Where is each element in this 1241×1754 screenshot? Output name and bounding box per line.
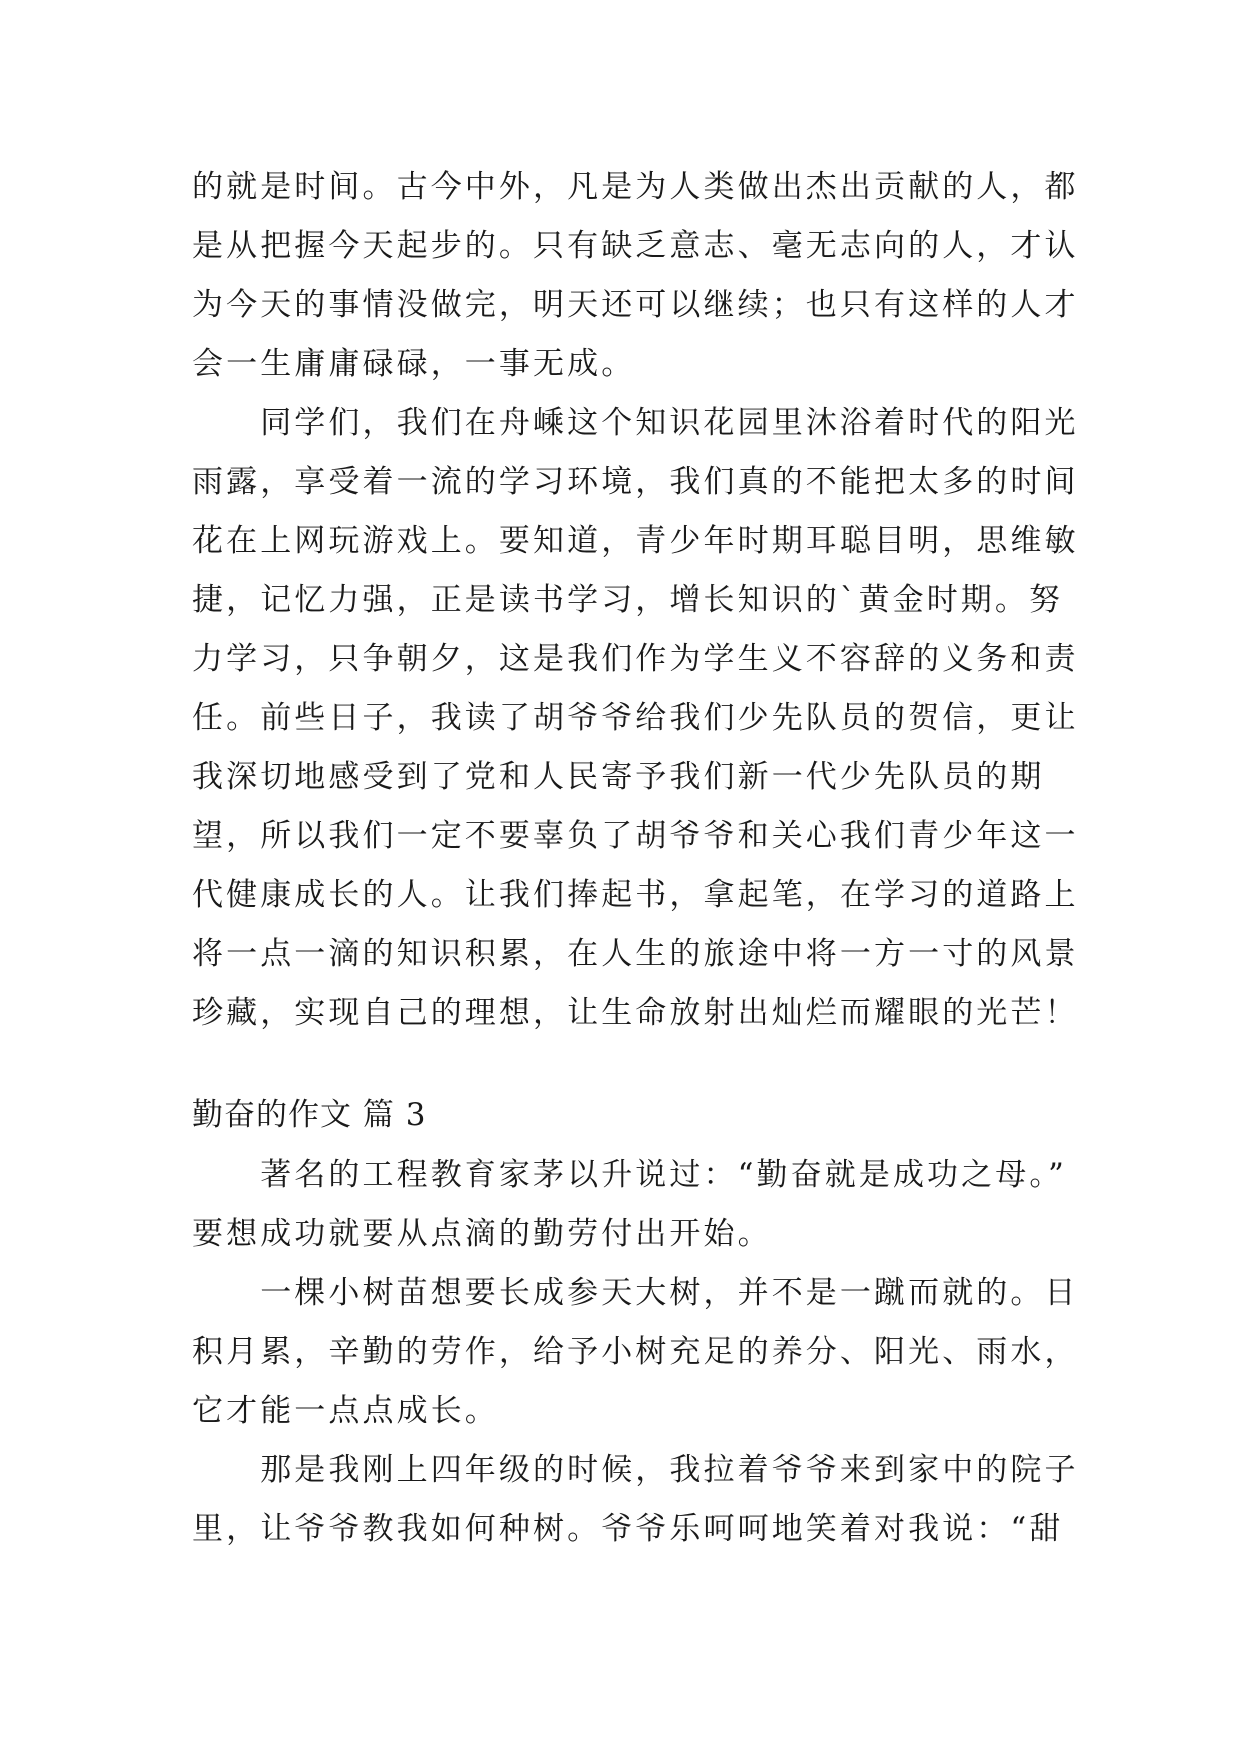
text-line: 我深切地感受到了党和人民寄予我们新一代少先队员的期 — [192, 759, 1045, 795]
text-line: 将一点一滴的知识积累，在人生的旅途中将一方一寸的风景 — [192, 936, 1079, 972]
section-heading: 勤奋的作文 篇 3 — [192, 1097, 427, 1133]
text-line: 花在上网玩游戏上。要知道，青少年时期耳聪目明，思维敏 — [192, 523, 1079, 559]
text-line: 望，所以我们一定不要辜负了胡爷爷和关心我们青少年这一 — [192, 818, 1079, 854]
text-line: 它才能一点点成长。 — [192, 1393, 499, 1429]
text-line: 会一生庸庸碌碌，一事无成。 — [192, 346, 636, 382]
text-line: 同学们，我们在舟嵊这个知识花园里沐浴着时代的阳光 — [192, 405, 1079, 441]
text-line: 积月累，辛勤的劳作，给予小树充足的养分、阳光、雨水， — [192, 1334, 1079, 1370]
text-line: 代健康成长的人。让我们捧起书，拿起笔，在学习的道路上 — [192, 877, 1079, 913]
text-line: 雨露，享受着一流的学习环境，我们真的不能把太多的时间 — [192, 464, 1079, 500]
text-line: 力学习，只争朝夕，这是我们作为学生义不容辞的义务和责 — [192, 641, 1079, 677]
text-line: 要想成功就要从点滴的勤劳付出开始。 — [192, 1216, 772, 1252]
text-line: 一棵小树苗想要长成参天大树，并不是一蹴而就的。日 — [192, 1275, 1079, 1311]
text-line: 那是我刚上四年级的时候，我拉着爷爷来到家中的院子 — [192, 1452, 1079, 1488]
text-line: 里，让爷爷教我如何种树。爷爷乐呵呵地笑着对我说：“甜 — [192, 1511, 1064, 1547]
text-line: 捷，记忆力强，正是读书学习，增长知识的`黄金时期。努 — [192, 582, 1064, 618]
text-line: 是从把握今天起步的。只有缺乏意志、毫无志向的人，才认 — [192, 228, 1079, 264]
text-line: 珍藏，实现自己的理想，让生命放射出灿烂而耀眼的光芒！ — [192, 995, 1079, 1031]
text-line: 任。前些日子，我读了胡爷爷给我们少先队员的贺信，更让 — [192, 700, 1079, 736]
text-line: 的就是时间。古今中外，凡是为人类做出杰出贡献的人，都 — [192, 169, 1079, 205]
text-line: 为今天的事情没做完，明天还可以继续；也只有这样的人才 — [192, 287, 1079, 323]
text-line: 著名的工程教育家茅以升说过：“勤奋就是成功之母。” — [192, 1157, 1067, 1193]
